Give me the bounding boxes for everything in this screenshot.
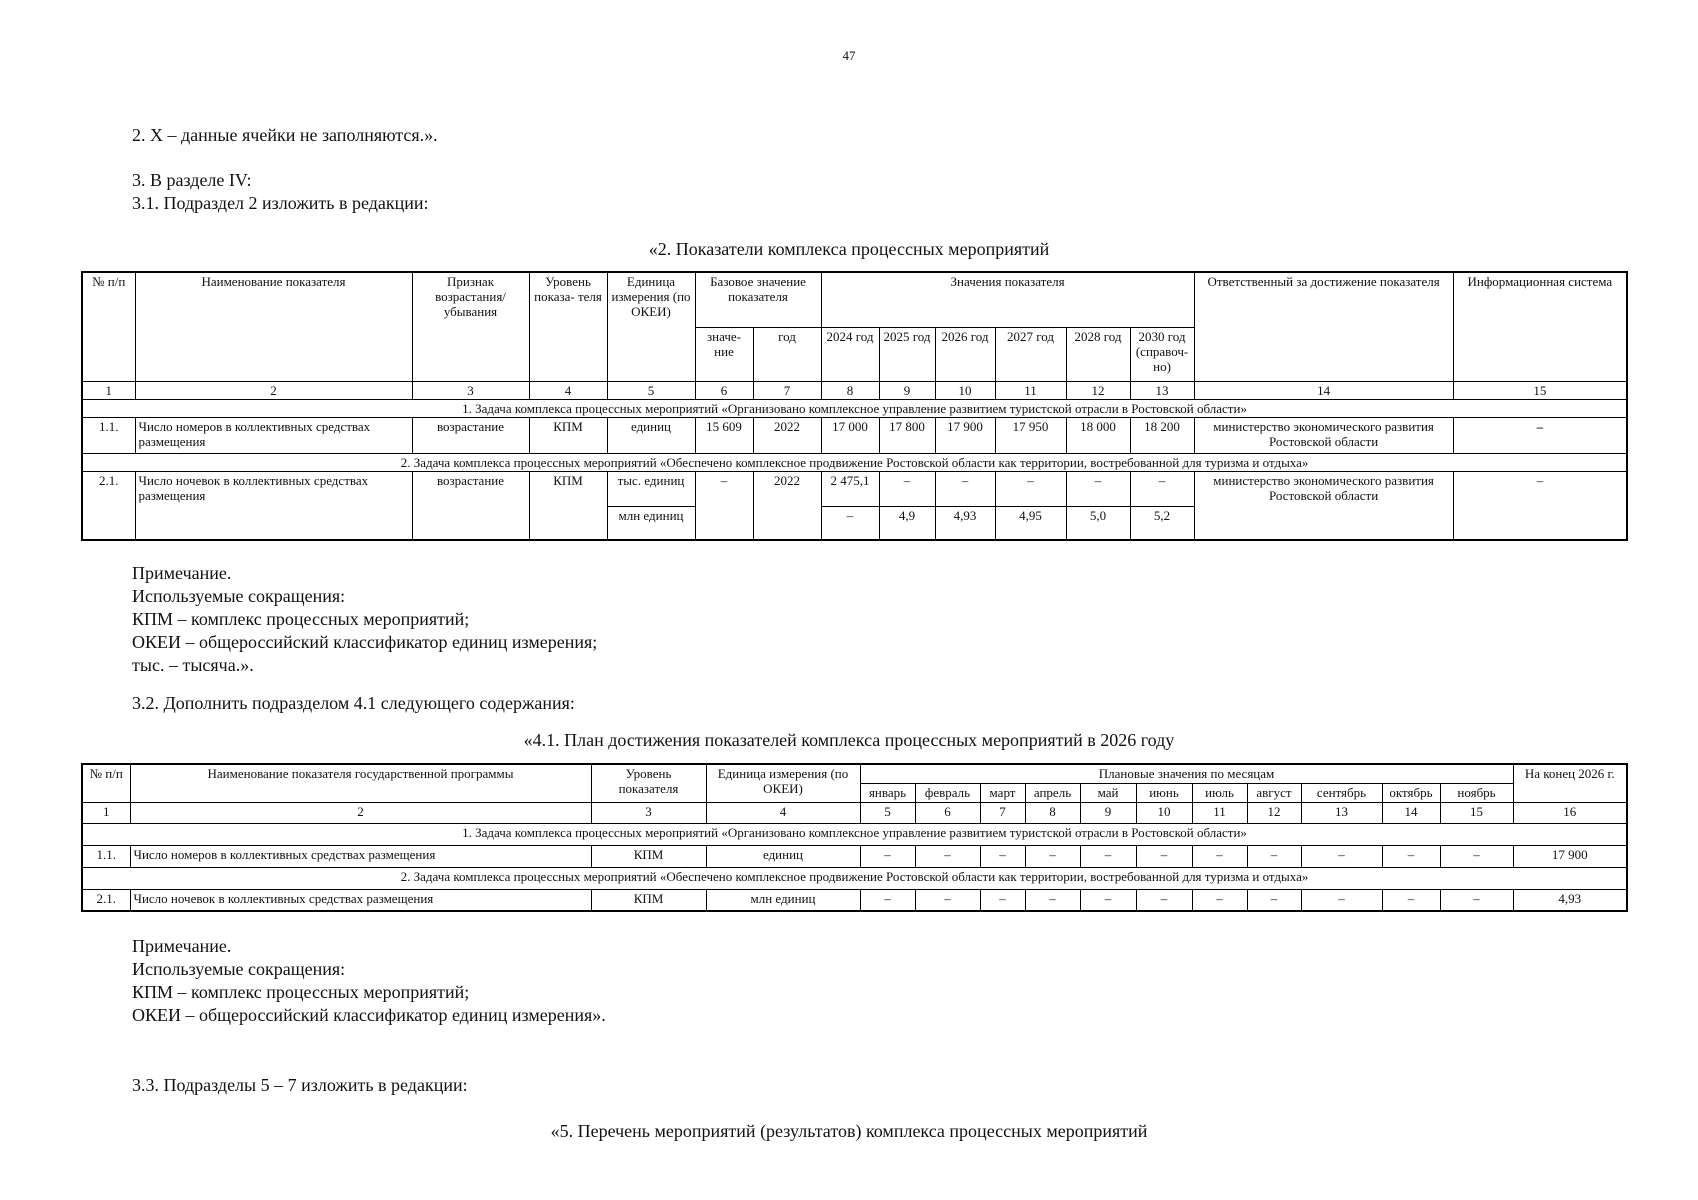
header-month: июль xyxy=(1192,783,1247,802)
row-2-level: КПМ xyxy=(591,889,706,911)
page-number: 47 xyxy=(842,48,856,63)
row-2-base-value: – xyxy=(695,471,753,540)
row-2b-2024: – xyxy=(821,506,879,540)
row-1-month: – xyxy=(1301,845,1382,867)
col-number: 15 xyxy=(1440,802,1513,823)
table1-title: «2. Показатели комплекса процессных мероприятий xyxy=(648,239,1050,259)
row-1-month: – xyxy=(1382,845,1440,867)
col-number: 3 xyxy=(412,381,529,399)
col-number: 1 xyxy=(82,802,130,823)
header-sign: Признак возрастания/ убывания xyxy=(412,272,529,381)
col-number: 6 xyxy=(695,381,753,399)
row-2-num: 2.1. xyxy=(82,889,130,911)
header-year-2030: 2030 год (справоч- но) xyxy=(1130,327,1194,381)
col-number: 2 xyxy=(135,381,412,399)
col-number: 5 xyxy=(607,381,695,399)
header-infosys: Информационная система xyxy=(1453,272,1627,381)
header-num: № п/п xyxy=(82,764,130,802)
header-month: апрель xyxy=(1025,783,1080,802)
row-1-level: КПМ xyxy=(529,417,607,453)
note1-title: Примечание. xyxy=(132,563,232,583)
row-1-unit: единиц xyxy=(706,845,860,867)
row-2-end: 4,93 xyxy=(1513,889,1627,911)
row-2b-2026: 4,93 xyxy=(935,506,995,540)
header-year-2028: 2028 год xyxy=(1066,327,1130,381)
row-2-month: – xyxy=(1440,889,1513,911)
row-2-unit-b: млн единиц xyxy=(607,506,695,540)
header-month: июнь xyxy=(1136,783,1192,802)
header-base-value: значе- ние xyxy=(695,327,753,381)
row-1-responsible: министерство экономического развития Ростовской области xyxy=(1194,417,1453,453)
row-2-base-year: 2022 xyxy=(753,471,821,540)
row-1-2025: 17 800 xyxy=(879,417,935,453)
row-2-month: – xyxy=(1382,889,1440,911)
header-month: март xyxy=(980,783,1025,802)
header-month: май xyxy=(1080,783,1136,802)
note2-kpm: КПМ – комплекс процессных мероприятий; xyxy=(132,982,470,1002)
header-month: сентябрь xyxy=(1301,783,1382,802)
col-number: 6 xyxy=(915,802,980,823)
note-end-line: 2. Х – данные ячейки не заполняются.». xyxy=(132,125,438,145)
header-base-year: год xyxy=(753,327,821,381)
row-2-unit: млн единиц xyxy=(706,889,860,911)
row-1-month: – xyxy=(1136,845,1192,867)
col-number: 12 xyxy=(1247,802,1301,823)
header-level: Уровень показа- теля xyxy=(529,272,607,381)
col-number: 4 xyxy=(706,802,860,823)
row-1-end: 17 900 xyxy=(1513,845,1627,867)
col-number: 14 xyxy=(1382,802,1440,823)
row-2-name: Число ночевок в коллективных средствах размещения xyxy=(130,889,591,911)
col-number: 2 xyxy=(130,802,591,823)
header-level: Уровень показателя xyxy=(591,764,706,802)
row-1-2030: 18 200 xyxy=(1130,417,1194,453)
row-2-month: – xyxy=(1136,889,1192,911)
col-number: 3 xyxy=(591,802,706,823)
row-1-name: Число номеров в коллективных средствах размещения xyxy=(130,845,591,867)
note1-okei: ОКЕИ – общероссийский классификатор единиц измерения; xyxy=(132,632,598,652)
table2-title: «4.1. План достижения показателей комплекса процессных мероприятий в 2026 году xyxy=(523,730,1175,750)
header-name: Наименование показателя xyxy=(135,272,412,381)
row-2a-2026: – xyxy=(935,471,995,506)
col-number: 11 xyxy=(1192,802,1247,823)
row-1-infosys: – xyxy=(1453,417,1627,453)
row-1-month: – xyxy=(1247,845,1301,867)
row-2-month: – xyxy=(915,889,980,911)
row-2-name: Число ночевок в коллективных средствах размещения xyxy=(135,471,412,540)
row-1-month: – xyxy=(980,845,1025,867)
row-1-sign: возрастание xyxy=(412,417,529,453)
row-2a-2024: 2 475,1 xyxy=(821,471,879,506)
row-1-level: КПМ xyxy=(591,845,706,867)
header-year-2025: 2025 год xyxy=(879,327,935,381)
col-number: 14 xyxy=(1194,381,1453,399)
row-1-month: – xyxy=(1080,845,1136,867)
row-1-2026: 17 900 xyxy=(935,417,995,453)
header-unit: Единица измерения (по ОКЕИ) xyxy=(607,272,695,381)
row-2-month: – xyxy=(1247,889,1301,911)
task-2-row: 2. Задача комплекса процессных мероприятий «Обеспечено комплексное продвижение Ростовской области как территории, востребованной для туризма и отдыха» xyxy=(82,453,1627,471)
note1-kpm: КПМ – комплекс процессных мероприятий; xyxy=(132,609,470,629)
col-number: 15 xyxy=(1453,381,1627,399)
row-1-base-year: 2022 xyxy=(753,417,821,453)
section-iv-line: 3. В разделе IV: xyxy=(132,170,252,190)
header-name: Наименование показателя государственной программы xyxy=(130,764,591,802)
subsection-3-2-line: 3.2. Дополнить подразделом 4.1 следующего содержания: xyxy=(132,693,575,713)
header-year-2024: 2024 год xyxy=(821,327,879,381)
row-2a-2027: – xyxy=(995,471,1066,506)
row-2-level: КПМ xyxy=(529,471,607,540)
plan-table xyxy=(81,763,1628,912)
col-number: 16 xyxy=(1513,802,1627,823)
col-number: 1 xyxy=(82,381,135,399)
col-number: 7 xyxy=(980,802,1025,823)
note2-okei: ОКЕИ – общероссийский классификатор единиц измерения». xyxy=(132,1005,606,1025)
col-number: 8 xyxy=(1025,802,1080,823)
col-number: 5 xyxy=(860,802,915,823)
row-1-month: – xyxy=(1192,845,1247,867)
row-1-name: Число номеров в коллективных средствах размещения xyxy=(135,417,412,453)
task-1-row: 1. Задача комплекса процессных мероприятий «Организовано комплексное управление развитием туристской отрасли в Ростовской области» xyxy=(82,823,1627,845)
row-2-num: 2.1. xyxy=(82,471,135,540)
task-2-row: 2. Задача комплекса процессных мероприятий «Обеспечено комплексное продвижение Ростовской области как территории, востребованной для туризма и отдыха» xyxy=(82,867,1627,889)
row-1-month: – xyxy=(1440,845,1513,867)
row-1-2024: 17 000 xyxy=(821,417,879,453)
section5-title: «5. Перечень мероприятий (результатов) комплекса процессных мероприятий xyxy=(550,1121,1148,1141)
row-2a-2025: – xyxy=(879,471,935,506)
row-2-month: – xyxy=(860,889,915,911)
col-number: 9 xyxy=(879,381,935,399)
row-2b-2028: 5,0 xyxy=(1066,506,1130,540)
row-2-unit-a: тыс. единиц xyxy=(607,471,695,506)
row-1-base-value: 15 609 xyxy=(695,417,753,453)
header-end: На конец 2026 г. xyxy=(1513,764,1627,802)
header-month: август xyxy=(1247,783,1301,802)
row-1-2027: 17 950 xyxy=(995,417,1066,453)
col-number: 8 xyxy=(821,381,879,399)
col-number: 9 xyxy=(1080,802,1136,823)
row-1-unit: единиц xyxy=(607,417,695,453)
row-2-month: – xyxy=(1080,889,1136,911)
col-number: 13 xyxy=(1130,381,1194,399)
row-2-month: – xyxy=(1301,889,1382,911)
row-2b-2027: 4,95 xyxy=(995,506,1066,540)
col-number: 12 xyxy=(1066,381,1130,399)
row-2b-2025: 4,9 xyxy=(879,506,935,540)
header-month: февраль xyxy=(915,783,980,802)
note1-abbr-heading: Используемые сокращения: xyxy=(132,586,346,606)
row-2a-2028: – xyxy=(1066,471,1130,506)
row-2-responsible: министерство экономического развития Ростовской области xyxy=(1194,471,1453,540)
row-2-month: – xyxy=(1025,889,1080,911)
indicators-table xyxy=(81,271,1628,541)
header-month: январь xyxy=(860,783,915,802)
header-responsible: Ответственный за достижение показателя xyxy=(1194,272,1453,381)
note2-abbr-heading: Используемые сокращения: xyxy=(132,959,346,979)
row-2-sign: возрастание xyxy=(412,471,529,540)
col-number: 7 xyxy=(753,381,821,399)
header-base: Базовое значение показателя xyxy=(695,272,821,327)
row-1-month: – xyxy=(1025,845,1080,867)
header-values: Значения показателя xyxy=(821,272,1194,327)
row-1-2028: 18 000 xyxy=(1066,417,1130,453)
header-plan: Плановые значения по месяцам xyxy=(860,764,1513,783)
header-unit: Единица измерения (по ОКЕИ) xyxy=(706,764,860,802)
row-2-month: – xyxy=(1192,889,1247,911)
header-year-2026: 2026 год xyxy=(935,327,995,381)
row-1-num: 1.1. xyxy=(82,417,135,453)
subsection-3-1-line: 3.1. Подраздел 2 изложить в редакции: xyxy=(132,193,429,213)
row-2-infosys: – xyxy=(1453,471,1627,540)
row-1-month: – xyxy=(915,845,980,867)
note1-thousand: тыс. – тысяча.». xyxy=(132,655,254,675)
subsection-3-3-line: 3.3. Подразделы 5 – 7 изложить в редакции: xyxy=(132,1075,468,1095)
header-year-2027: 2027 год xyxy=(995,327,1066,381)
header-num: № п/п xyxy=(82,272,135,381)
col-number: 10 xyxy=(935,381,995,399)
note2-title: Примечание. xyxy=(132,936,232,956)
row-1-month: – xyxy=(860,845,915,867)
col-number: 11 xyxy=(995,381,1066,399)
row-2a-2030: – xyxy=(1130,471,1194,506)
col-number: 13 xyxy=(1301,802,1382,823)
header-month: октябрь xyxy=(1382,783,1440,802)
row-1-num: 1.1. xyxy=(82,845,130,867)
col-number: 4 xyxy=(529,381,607,399)
row-2-month: – xyxy=(980,889,1025,911)
row-2b-2030: 5,2 xyxy=(1130,506,1194,540)
col-number: 10 xyxy=(1136,802,1192,823)
task-1-row: 1. Задача комплекса процессных мероприятий «Организовано комплексное управление развитием туристской отрасли в Ростовской области» xyxy=(82,399,1627,417)
header-month: ноябрь xyxy=(1440,783,1513,802)
